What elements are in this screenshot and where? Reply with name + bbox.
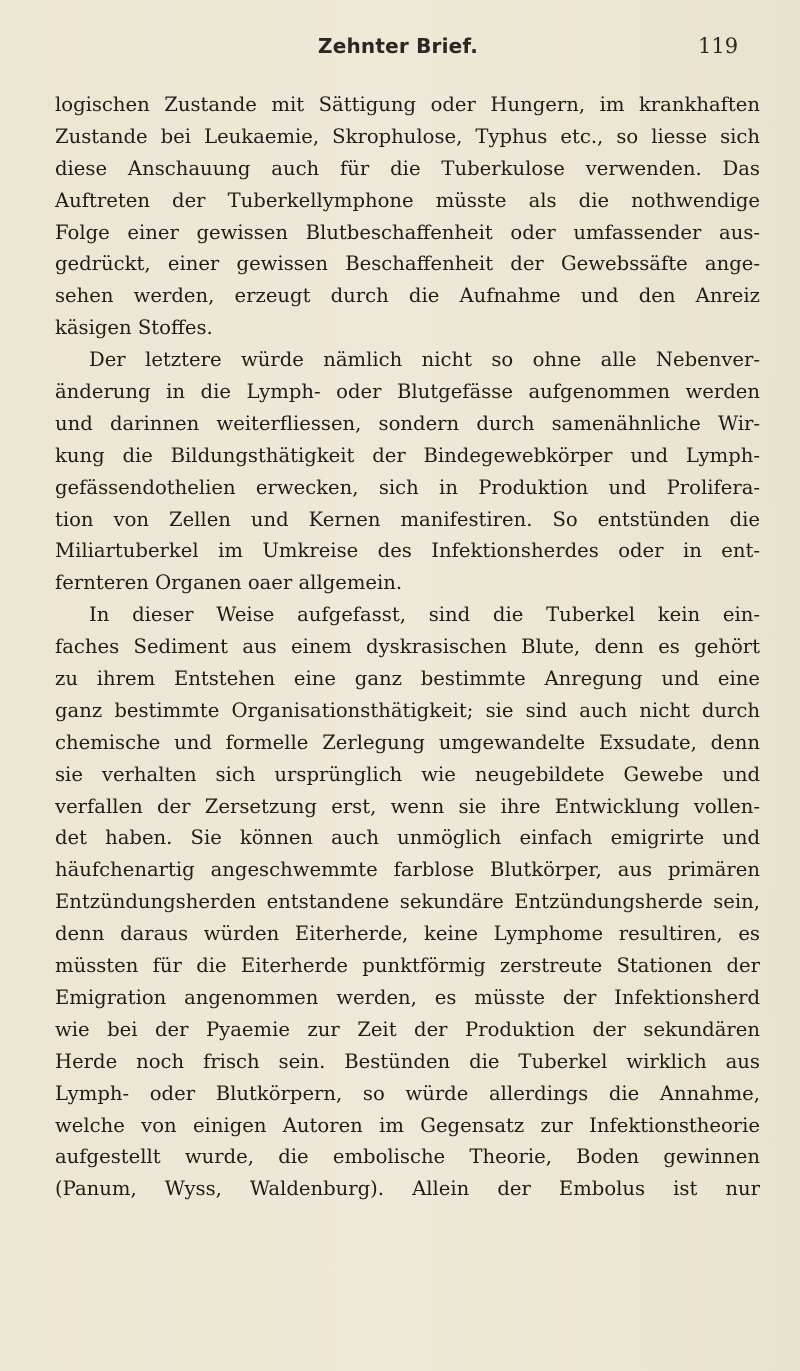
text-line: logischen Zustande mit Sättigung oder Hungern, im krankhaften: [55, 93, 760, 116]
text-line: Lymph- oder Blutkörpern, so würde allerdings die Annahme,: [55, 1081, 760, 1105]
text-line: faches Sediment aus einem dyskrasischen Blute, denn es gehört: [55, 635, 760, 659]
text-line: änderung in die Lymph- oder Blutgefässe aufgenommen werden: [55, 380, 760, 404]
text-line: aufgestellt wurde, die embolische Theorie, Boden gewinnen: [55, 1145, 760, 1169]
text-line: Entzündungsherden entstandene sekundäre Entzündungsherde sein,: [55, 890, 760, 914]
text-line: In dieser Weise aufgefasst, sind die Tuberkel kein ein-: [89, 603, 760, 627]
text-line: ganz bestimmte Organisationsthätigkeit; sie sind auch nicht durch: [55, 698, 760, 722]
text-line: Zustande bei Leukaemie, Skrophulose, Typhus etc., so liesse sich: [55, 124, 760, 148]
text-line: kung die Bildungsthätigkeit der Bindegewebkörper und Lymph-: [55, 443, 760, 467]
page-number: 119: [698, 34, 739, 58]
text-line: sie verhalten sich ursprünglich wie neugebildete Gewebe und: [55, 762, 760, 786]
text-line: (Panum, Wyss, Waldenburg). Allein der Embolus ist nur: [55, 1177, 760, 1201]
text-line: käsigen Stoffes.: [55, 316, 213, 340]
text-line: Folge einer gewissen Blutbeschaffenheit oder umfassender aus-: [55, 220, 760, 244]
text-line: müssten für die Eiterherde punktförmig zerstreute Stationen der: [55, 954, 760, 978]
running-title: Zehnter Brief.: [318, 34, 479, 58]
text-line: fernteren Organen oaer allgemein.: [55, 571, 403, 595]
text-line: Herde noch frisch sein. Bestünden die Tuberkel wirklich aus: [55, 1049, 760, 1073]
text-line: wie bei der Pyaemie zur Zeit der Produktion der sekundären: [55, 1017, 760, 1041]
text-line: und darinnen weiterfliessen, sondern durch samenähnliche Wir-: [55, 411, 760, 435]
text-line: denn daraus würden Eiterherde, keine Lymphome resultiren, es: [55, 922, 760, 946]
text-line: verfallen der Zersetzung erst, wenn sie ihre Entwicklung vollen-: [55, 794, 760, 818]
text-line: gedrückt, einer gewissen Beschaffenheit der Gewebssäfte ange-: [55, 252, 760, 276]
text-line: tion von Zellen und Kernen manifestiren. So entstünden die: [55, 507, 760, 531]
text-line: welche von einigen Autoren im Gegensatz zur Infektionstheorie: [55, 1113, 760, 1137]
body-text: [55, 89, 760, 1205]
text-line: Emigration angenommen werden, es müsste der Infektionsherd: [55, 985, 760, 1009]
text-line: det haben. Sie können auch unmöglich einfach emigrirte und: [55, 826, 760, 850]
text-line: häufchenartig angeschwemmte farblose Blutkörper, aus primären: [55, 858, 760, 882]
text-line: Miliartuberkel im Umkreise des Infektionsherdes oder in ent-: [55, 539, 760, 563]
text-line: chemische und formelle Zerlegung umgewandelte Exsudate, denn: [55, 730, 760, 754]
text-line: diese Anschauung auch für die Tuberkulose verwenden. Das: [55, 156, 760, 180]
text-line: gefässendothelien erwecken, sich in Produktion und Prolifera-: [55, 475, 760, 499]
text-line: Auftreten der Tuberkellymphone müsste als die nothwendige: [55, 188, 760, 212]
text-line: zu ihrem Entstehen eine ganz bestimmte Anregung und eine: [55, 667, 760, 691]
text-line: Der letztere würde nämlich nicht so ohne alle Nebenver-: [89, 348, 760, 372]
text-line: sehen werden, erzeugt durch die Aufnahme und den Anreiz: [55, 284, 760, 308]
